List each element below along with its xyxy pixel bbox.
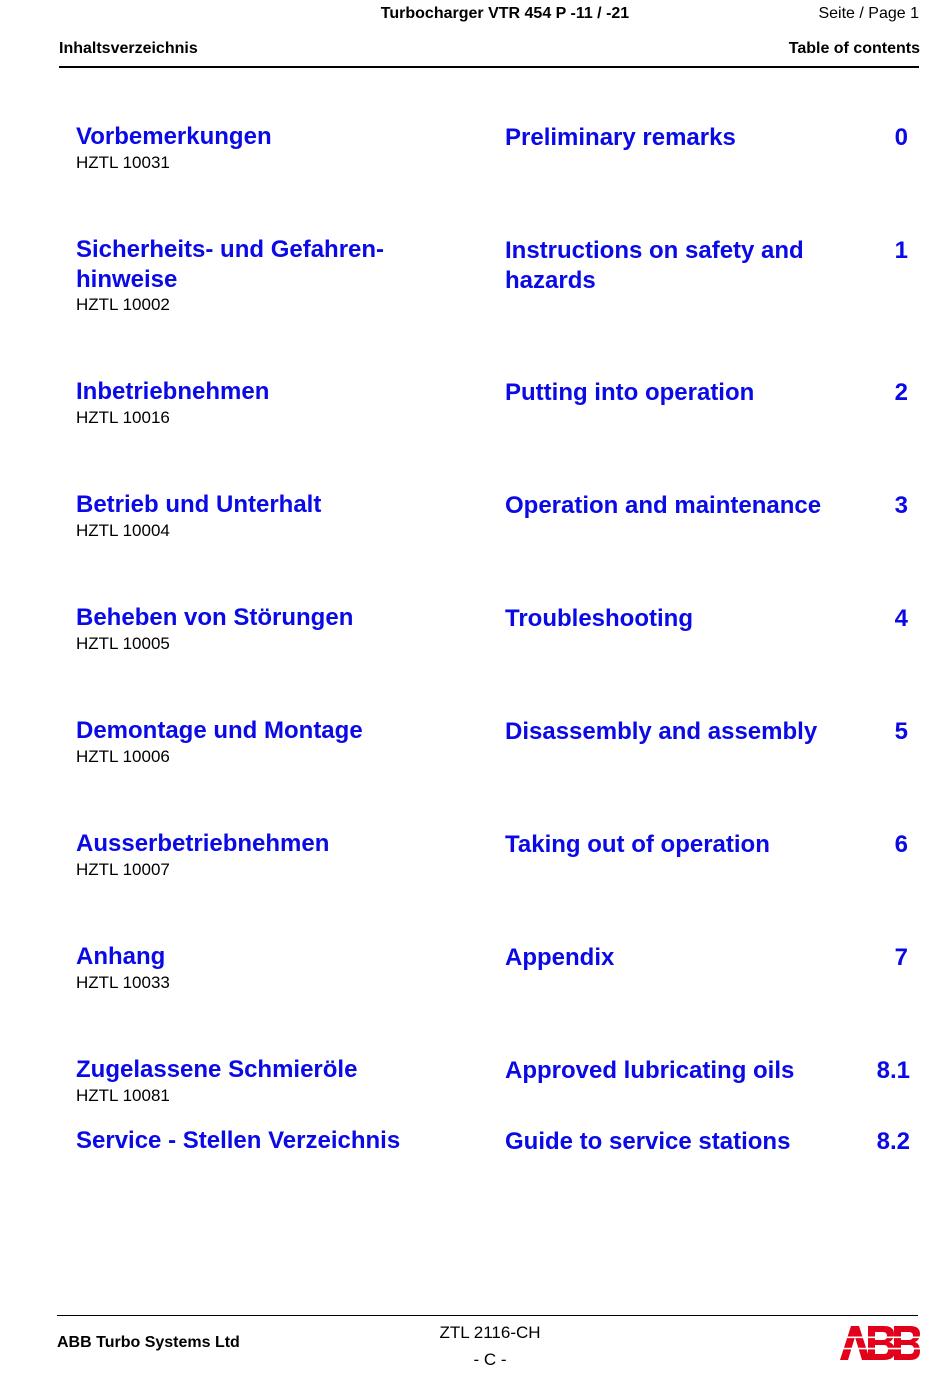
toc-title-de[interactable]: Anhang [76, 943, 166, 970]
toc-section-number[interactable]: 6 [894, 831, 908, 858]
toc-title-en[interactable]: Putting into operation [505, 379, 755, 406]
toc-title-de[interactable]: Vorbemerkungen [76, 123, 272, 150]
footer-revision: - C - [473, 1350, 507, 1369]
toc-title-de[interactable]: Inbetriebnehmen [76, 378, 270, 405]
footer-doc-number: ZTL 2116-CH [439, 1323, 541, 1342]
toc-doc-code: HZTL 10002 [76, 295, 170, 314]
section-label-en: Table of contents [788, 40, 920, 57]
toc-title-de[interactable]: Beheben von Störungen [76, 604, 354, 631]
toc-title-de[interactable]: Sicherheits- und Gefahren- hinweise [76, 236, 385, 293]
document-title: Turbocharger VTR 454 P -11 / -21 [380, 5, 630, 22]
toc-section-number[interactable]: 8.1 [876, 1057, 910, 1084]
toc-title-en[interactable]: Troubleshooting [505, 605, 693, 632]
toc-section-number[interactable]: 0 [894, 124, 908, 151]
toc-title-en[interactable]: Guide to service stations [505, 1128, 791, 1155]
toc-title-en[interactable]: Instructions on safety and hazards [505, 237, 804, 294]
abb-logo [840, 1326, 920, 1360]
toc-title-en[interactable]: Disassembly and assembly [505, 718, 818, 745]
toc-title-de[interactable]: Demontage und Montage [76, 717, 363, 744]
toc-title-de[interactable]: Betrieb und Unterhalt [76, 491, 322, 518]
toc-doc-code: HZTL 10004 [76, 521, 170, 540]
toc-section-number[interactable]: 7 [894, 944, 908, 971]
toc-section-number[interactable]: 1 [894, 237, 908, 264]
toc-section-number[interactable]: 2 [894, 379, 908, 406]
toc-title-de[interactable]: Ausserbetriebnehmen [76, 830, 330, 857]
toc-title-en[interactable]: Preliminary remarks [505, 124, 736, 151]
toc-doc-code: HZTL 10016 [76, 408, 170, 427]
header-divider [59, 66, 919, 68]
toc-section-number[interactable]: 4 [894, 605, 908, 632]
toc-section-number[interactable]: 5 [894, 718, 908, 745]
toc-title-en[interactable]: Operation and maintenance [505, 492, 822, 519]
toc-doc-code: HZTL 10031 [76, 153, 170, 172]
page-number: Seite / Page 1 [818, 5, 919, 22]
section-label-de: Inhaltsverzeichnis [59, 40, 198, 57]
footer-divider [57, 1315, 918, 1316]
toc-title-de[interactable]: Zugelassene Schmieröle [76, 1056, 358, 1083]
toc-title-en[interactable]: Appendix [505, 944, 615, 971]
toc-doc-code: HZTL 10007 [76, 860, 170, 879]
toc-section-number[interactable]: 8.2 [876, 1128, 910, 1155]
toc-section-number[interactable]: 3 [894, 492, 908, 519]
toc-doc-code: HZTL 10081 [76, 1086, 170, 1105]
toc-doc-code: HZTL 10033 [76, 973, 170, 992]
toc-title-en[interactable]: Taking out of operation [505, 831, 770, 858]
toc-doc-code: HZTL 10005 [76, 634, 170, 653]
footer-company: ABB Turbo Systems Ltd [57, 1334, 240, 1351]
toc-title-de[interactable]: Service - Stellen Verzeichnis [76, 1127, 401, 1154]
toc-doc-code: HZTL 10006 [76, 747, 170, 766]
toc-title-en[interactable]: Approved lubricating oils [505, 1057, 795, 1084]
